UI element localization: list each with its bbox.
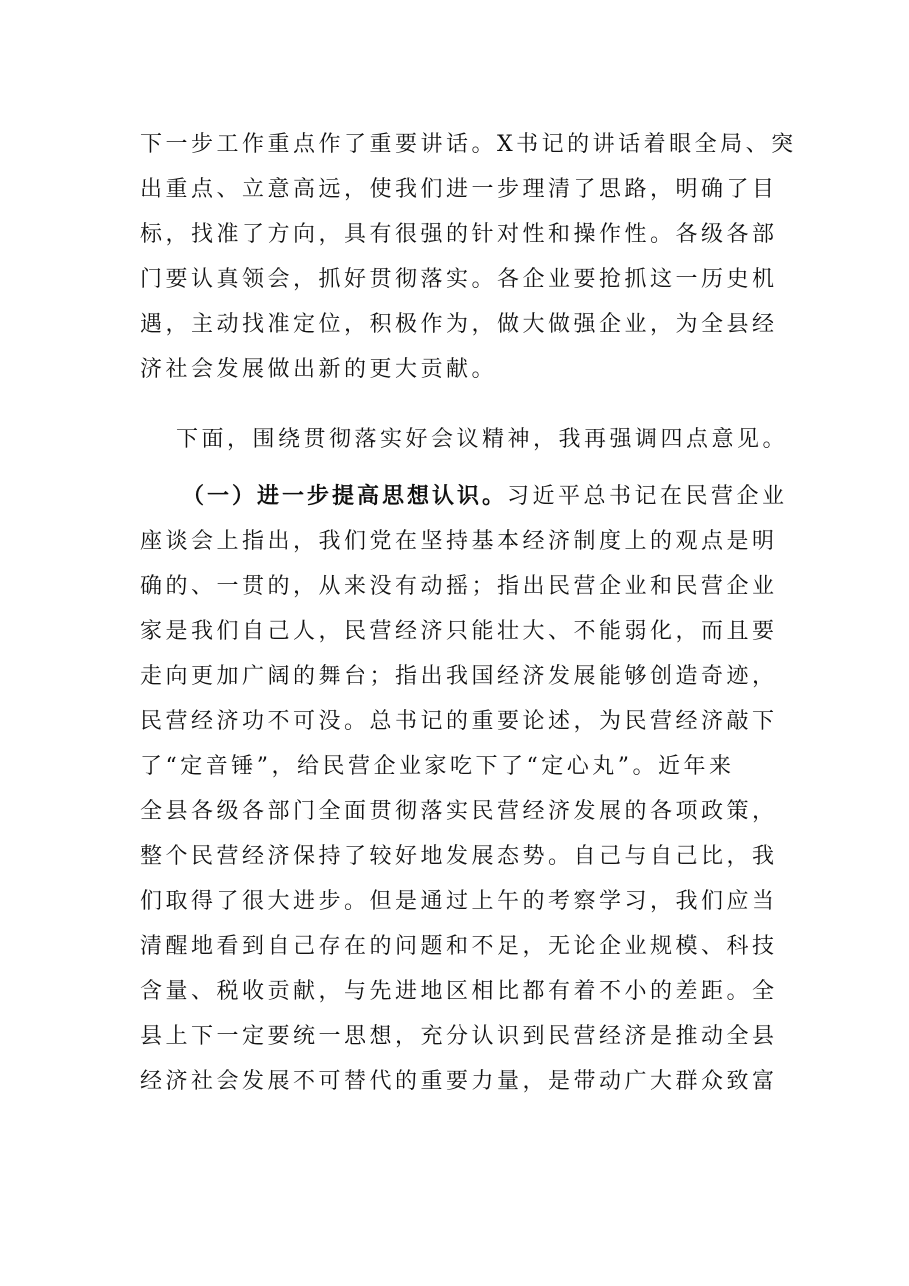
section1-first-line <box>182 482 788 512</box>
section1-line-4: 家是我们自己人，民营经济只能壮大、不能弱化，而且要 <box>140 619 778 644</box>
para2-line: 下面，围绕贯彻落实好会议精神，我再强调四点意见。 <box>176 427 789 452</box>
section1-line-13: 县上下一定要统一思想，充分认识到民营经济是推动全县 <box>140 1024 778 1049</box>
para1-line-5: 遇，主动找准定位，积极作为，做大做强企业，为全县经 <box>140 312 778 337</box>
para1-line-4: 门要认真领会，抓好贯彻落实。各企业要抢抓这一历史机 <box>140 267 778 292</box>
para1-line-2: 出重点、立意高远，使我们进一步理清了思路，明确了目 <box>140 177 778 202</box>
section1-line-2: 座谈会上指出，我们党在坚持基本经济制度上的观点是明 <box>140 529 778 554</box>
section1-line-6: 民营经济功不可没。总书记的重要论述，为民营经济敲下 <box>140 709 778 734</box>
section1-line-9: 整个民营经济保持了较好地发展态势。自己与自己比，我 <box>140 844 778 869</box>
section1-heading: （一）进一步提高思想认识。 <box>182 484 508 509</box>
para1-line-3: 标，找准了方向，具有很强的针对性和操作性。各级各部 <box>140 222 778 247</box>
section1-line-5: 走向更加广阔的舞台；指出我国经济发展能够创造奇迹， <box>140 664 778 689</box>
section1-line-10: 们取得了很大进步。但是通过上午的考察学习，我们应当 <box>140 889 778 914</box>
section1-line-3: 确的、一贯的，从来没有动摇；指出民营企业和民营企业 <box>140 574 778 599</box>
para1-line-6: 济社会发展做出新的更大贡献。 <box>140 357 498 382</box>
section1-line-14: 经济社会发展不可替代的重要力量，是带动广大群众致富 <box>140 1069 778 1094</box>
section1-line1-rest: 习近平总书记在民营企业 <box>507 484 788 509</box>
section1-line-12: 含量、税收贡献，与先进地区相比都有着不小的差距。全 <box>140 979 778 1004</box>
section1-line-8: 全县各级各部门全面贯彻落实民营经济发展的各项政策， <box>140 799 778 824</box>
section1-line-11: 清醒地看到自己存在的问题和不足，无论企业规模、科技 <box>140 934 778 959</box>
para1-line-1: 下一步工作重点作了重要讲话。X书记的讲话着眼全局、突 <box>140 132 797 157</box>
section1-line-7: 了“定音锤”，给民营企业家吃下了“定心丸”。近年来 <box>140 754 735 779</box>
